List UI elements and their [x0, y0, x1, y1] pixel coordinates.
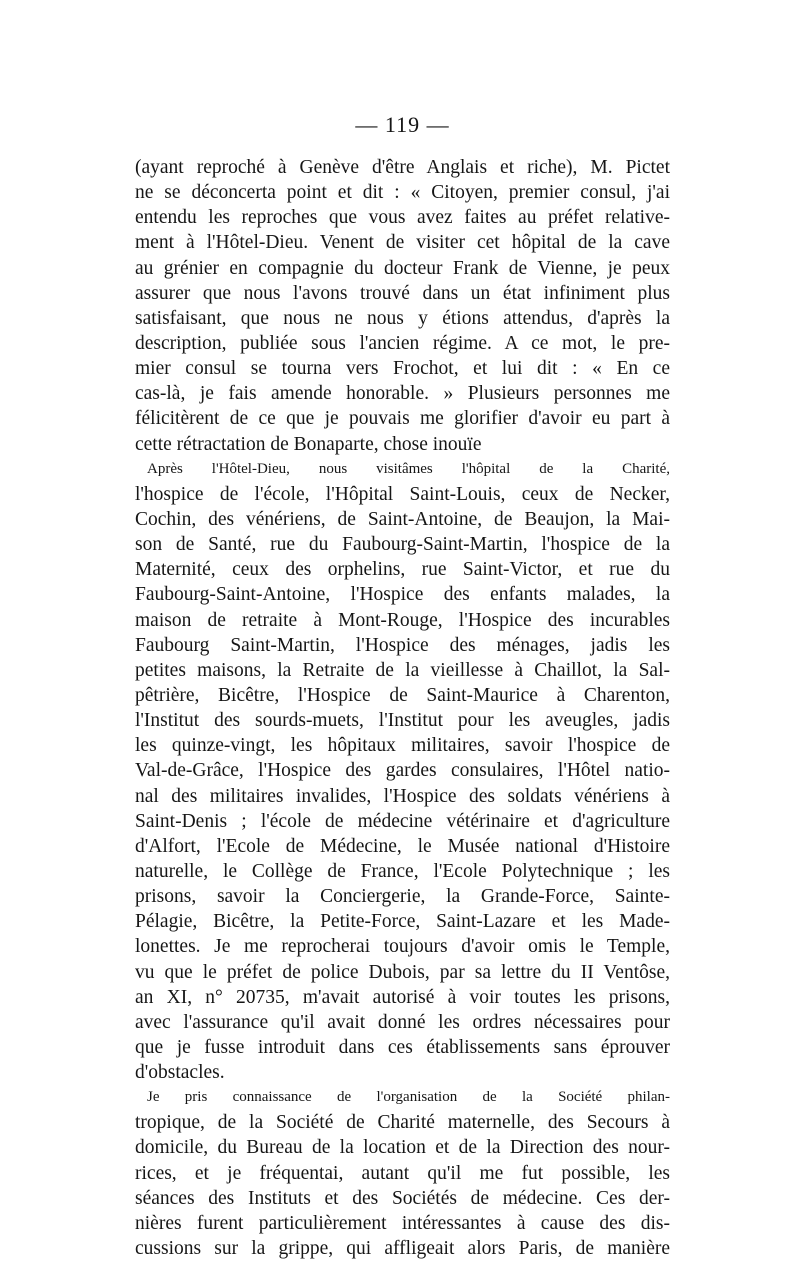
- text-line: naturelle, le Collège de France, l'Ecole Polytechnique ; les: [135, 860, 670, 882]
- text-line: Saint-Denis ; l'école de médecine vétérinaire et d'agriculture: [135, 810, 670, 832]
- text-line: ne se déconcerta point et dit : « Citoyen, premier consul, j'ai: [135, 182, 670, 204]
- text-line: satisfaisant, que nous ne nous y étions attendus, d'après la: [135, 307, 670, 329]
- text-line: Faubourg Saint-Martin, l'Hospice des ménages, jadis les: [135, 634, 670, 656]
- text-line: Val-de-Grâce, l'Hospice des gardes consulaires, l'Hôtel natio-: [135, 760, 670, 782]
- text-line: son de Santé, rue du Faubourg-Saint-Martin, l'hospice de la: [135, 534, 670, 556]
- text-line: Cochin, des vénériens, de Saint-Antoine, de Beaujon, la Mai-: [135, 508, 670, 530]
- text-line: les quinze-vingt, les hôpitaux militaires, savoir l'hospice de: [135, 735, 670, 757]
- text-line: cette rétractation de Bonaparte, chose inouïe: [135, 433, 482, 455]
- text-line: d'obstacles.: [135, 1062, 225, 1084]
- page-number: — 119 —: [355, 112, 450, 137]
- text-line: lonettes. Je me reprocherai toujours d'avoir omis le Temple,: [135, 936, 670, 958]
- text-line: vu que le préfet de police Dubois, par sa lettre du II Ventôse,: [135, 961, 670, 983]
- text-line: cussions sur la grippe, qui affligeait alors Paris, de manière: [135, 1238, 670, 1260]
- text-line: que je fusse introduit dans ces établissements sans éprouver: [135, 1036, 670, 1058]
- text-line: domicile, du Bureau de la location et de la Direction des nour-: [135, 1137, 670, 1159]
- text-line: avec l'assurance qu'il avait donné les ordres nécessaires pour: [135, 1011, 670, 1033]
- text-line: description, publiée sous l'ancien régime. A ce mot, le pre-: [135, 332, 670, 354]
- text-line: félicitèrent de ce que je pouvais me glorifier d'avoir eu part à: [135, 408, 670, 430]
- text-line: Maternité, ceux des orphelins, rue Saint-Victor, et rue du: [135, 559, 670, 581]
- body-text: [135, 155, 670, 1261]
- text-line: (ayant reproché à Genève d'être Anglais et riche), M. Pictet: [135, 157, 670, 178]
- text-line: tropique, de la Société de Charité maternelle, des Secours à: [135, 1112, 670, 1134]
- text-line: nières furent particulièrement intéressantes à cause des dis-: [135, 1212, 670, 1234]
- text-line: petites maisons, la Retraite de la vieillesse à Chaillot, la Sal-: [135, 659, 670, 681]
- text-line: pêtrière, Bicêtre, l'Hospice de Saint-Maurice à Charenton,: [135, 684, 670, 706]
- text-line: maison de retraite à Mont-Rouge, l'Hospice des incurables: [135, 609, 670, 631]
- text-line: an XI, n° 20735, m'avait autorisé à voir toutes les prisons,: [135, 986, 670, 1008]
- text-line: Faubourg-Saint-Antoine, l'Hospice des enfants malades, la: [135, 584, 670, 606]
- text-line: cas-là, je fais amende honorable. » Plusieurs personnes me: [135, 383, 670, 405]
- text-line: Je pris connaissance de l'organisation de la Société philan-: [147, 1089, 670, 1106]
- text-line: assurer que nous l'avons trouvé dans un état infiniment plus: [135, 282, 670, 304]
- text-line: l'hospice de l'école, l'Hôpital Saint-Louis, ceux de Necker,: [135, 483, 670, 505]
- text-line: au grénier en compagnie du docteur Frank de Vienne, je peux: [135, 257, 670, 279]
- text-line: Pélagie, Bicêtre, la Petite-Force, Saint-Lazare et les Made-: [135, 911, 670, 933]
- book-page: [135, 110, 670, 1261]
- text-line: mier consul se tourna vers Frochot, et lui dit : « En ce: [135, 358, 670, 380]
- text-line: rices, et je fréquentai, autant qu'il me fut possible, les: [135, 1162, 670, 1184]
- text-line: l'Institut des sourds-muets, l'Institut pour les aveugles, jadis: [135, 710, 670, 732]
- text-line: d'Alfort, l'Ecole de Médecine, le Musée national d'Histoire: [135, 835, 670, 857]
- text-line: Après l'Hôtel-Dieu, nous visitâmes l'hôpital de la Charité,: [147, 460, 670, 477]
- text-line: nal des militaires invalides, l'Hospice des soldats vénériens à: [135, 785, 670, 807]
- text-line: séances des Instituts et des Sociétés de médecine. Ces der-: [135, 1187, 670, 1209]
- text-line: prisons, savoir la Conciergerie, la Grande-Force, Sainte-: [135, 886, 670, 908]
- text-line: entendu les reproches que vous avez faites au préfet relative-: [135, 207, 670, 229]
- text-line: ment à l'Hôtel-Dieu. Venent de visiter cet hôpital de la cave: [135, 232, 670, 254]
